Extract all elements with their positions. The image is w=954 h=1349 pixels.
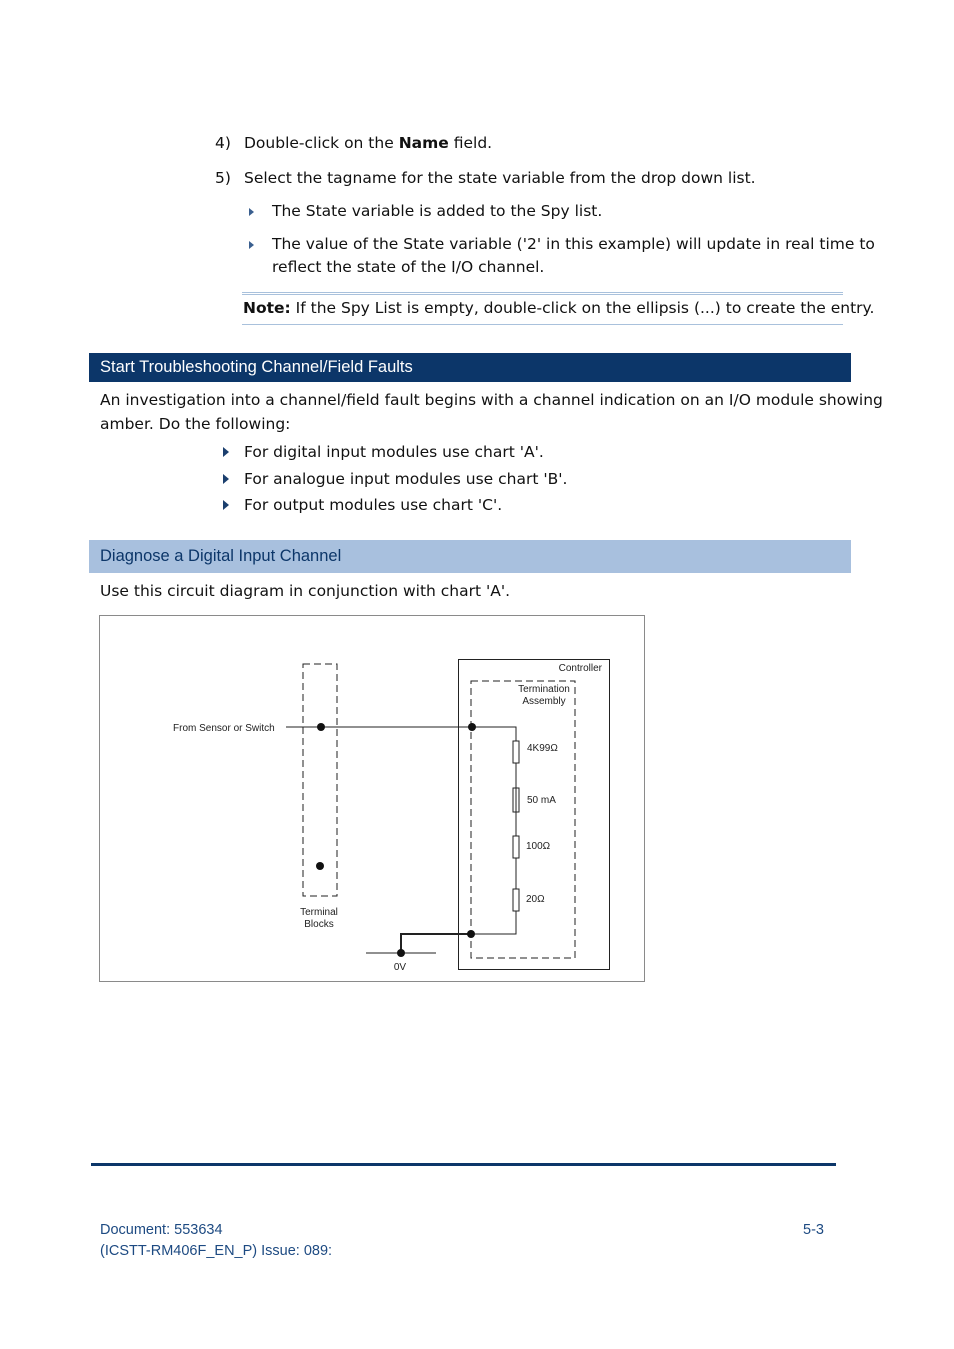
label-terminal-2: Blocks [304, 919, 334, 930]
sub-bullet-1: The State variable is added to the Spy list. [272, 202, 603, 220]
termination-assembly-outline [471, 681, 575, 958]
section-heading-diagnose: Diagnose a Digital Input Channel [89, 540, 851, 573]
step-4-text-end: field. [448, 134, 493, 152]
label-controller: Controller [558, 663, 602, 674]
signal-to-resistor-wire [472, 727, 516, 741]
terminal-block-outline [303, 664, 337, 896]
sub-bullet-2-line1: The value of the State variable ('2' in this example) will update in real time to [272, 235, 875, 253]
note-box [242, 292, 875, 325]
footer-document: Document: 553634 [100, 1222, 223, 1238]
label-0v: 0V [393, 962, 407, 973]
return-wire [471, 911, 516, 934]
junction-dot [468, 723, 476, 731]
sub-bullet-2-line2: reflect the state of the I/O channel. [272, 258, 545, 276]
bullet-arrow-icon [249, 241, 254, 249]
bullet-arrow-icon [223, 474, 229, 484]
step-4-field-name: Name [398, 134, 449, 152]
note-body: If the Spy List is empty, double-click on the ellipsis (...) to create the entry. [290, 299, 875, 317]
footer-issue: (ICSTT-RM406F_EN_P) Issue: 089: [100, 1243, 333, 1259]
label-termination-1: Termination [518, 684, 570, 695]
bullet-arrow-icon [223, 447, 229, 457]
junction-dot [467, 930, 475, 938]
footer-rule [91, 1163, 836, 1166]
label-termination-2: Assembly [522, 696, 566, 707]
step-5-number: 5) [215, 169, 231, 187]
resistor-100 [513, 836, 519, 858]
note-label: Note: [243, 299, 291, 317]
bullet-arrow-icon [249, 208, 254, 216]
circuit-diagram-svg [100, 616, 644, 981]
section1-intro-line1: An investigation into a channel/field fault begins with a channel indication on an I/O module showing [100, 391, 883, 409]
step-5-text: Select the tagname for the state variable from the drop down list. [244, 169, 756, 187]
note-text [243, 299, 874, 317]
label-4k99: 4K99Ω [527, 743, 558, 754]
ground-wire [401, 934, 471, 954]
ground-dot [397, 949, 405, 957]
section2-intro: Use this circuit diagram in conjunction with chart 'A'. [100, 582, 511, 600]
step-4-text [244, 134, 492, 152]
step-4-text-start: Double-click on the [244, 134, 399, 152]
label-from-sensor: From Sensor or Switch [173, 723, 275, 734]
terminal-dot [316, 862, 324, 870]
bullet-digital-input: For digital input modules use chart 'A'. [244, 443, 544, 461]
footer-page-number: 5-3 [803, 1222, 824, 1238]
label-50ma: 50 mA [527, 795, 556, 806]
bullet-arrow-icon [223, 500, 229, 510]
label-100: 100Ω [526, 841, 551, 852]
label-terminal-1: Terminal [300, 907, 338, 918]
junction-dot [317, 723, 325, 731]
step-4-number: 4) [215, 134, 231, 152]
resistor-4k99 [513, 741, 519, 763]
bullet-output: For output modules use chart 'C'. [244, 496, 503, 514]
section-heading-troubleshooting: Start Troubleshooting Channel/Field Faults [89, 353, 851, 382]
section1-intro-line2: amber. Do the following: [100, 415, 291, 433]
resistor-20 [513, 889, 519, 911]
label-20: 20Ω [526, 894, 545, 905]
circuit-diagram [99, 615, 645, 982]
bullet-analogue-input: For analogue input modules use chart 'B'. [244, 470, 568, 488]
